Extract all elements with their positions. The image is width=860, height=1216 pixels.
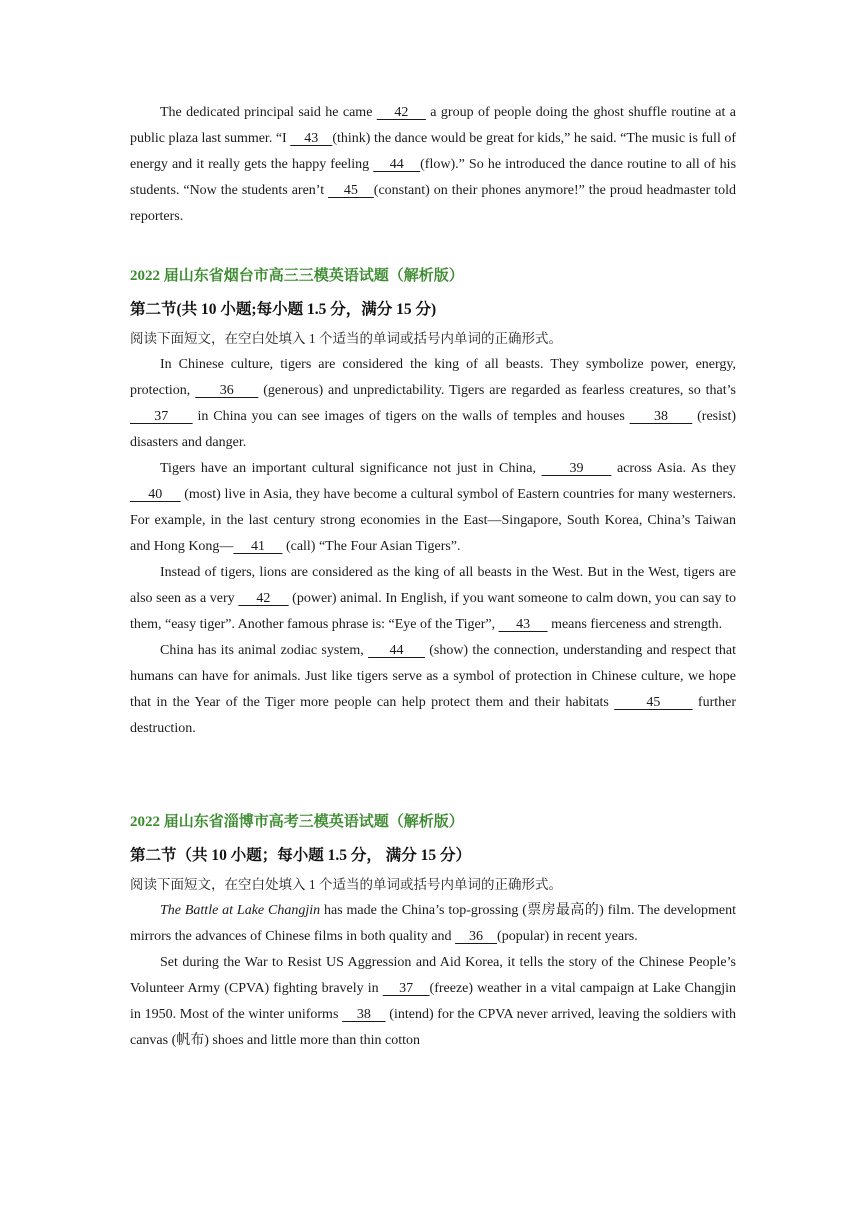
text: China has its animal zodiac system, <box>160 643 369 658</box>
blank-36: 36 <box>195 383 259 398</box>
blank-41: 41 <box>233 539 283 554</box>
film-title: The Battle at Lake Changjin <box>160 903 321 918</box>
text: (most) live in Asia, they have become a cultural symbol of Eastern countries for many westerners. For example, in the last century strong economies in the East—Singapore, South Korea, China’s Taiwan and Hong Kong— <box>130 487 737 554</box>
paragraph-1 <box>130 898 736 950</box>
blank-45: 45 <box>614 695 693 710</box>
text: Set during the War to Resist US Aggression and Aid Korea, it tells the story of the Chinese People’s Volunteer Army (CPVA) fighting bravely in <box>130 955 736 996</box>
blank-44: 44 <box>368 643 425 658</box>
text: means fierceness and strength. <box>547 617 723 632</box>
blank-42: 42 <box>376 105 426 120</box>
text: (intend) for the CPVA never arrived, leaving the soldiers with canvas (帆布) shoes and little more than thin cotton <box>130 1007 736 1048</box>
blank-36: 36 <box>455 929 498 944</box>
text: a group of people doing the ghost shuffle routine at a public plaza last summer. “I <box>130 105 736 146</box>
paragraph-1 <box>130 352 736 456</box>
section-instruction: 阅读下面短文，在空白处填入 1 个适当的单词或括号内单词的正确形式。 <box>130 877 562 892</box>
text: Tigers have an important cultural significance not just in China, <box>160 461 542 476</box>
section-yantai <box>130 264 736 742</box>
text: (think) the dance would be great for kids,” he said. “The music is full of energy and it really gets the happy feeling <box>130 131 737 172</box>
blank-37: 37 <box>382 981 430 996</box>
blank-43: 43 <box>498 617 548 632</box>
blank-38: 38 <box>342 1007 386 1022</box>
section-subtitle: 第二节(共 10 小题;每小题 1.5 分，满分 15 分) <box>130 301 437 318</box>
section-zibo <box>130 810 736 1054</box>
text: (flow).” So he introduced the dance routine to all of his students. “Now the students aren’t <box>130 157 737 198</box>
text: In Chinese culture, tigers are considered the king of all beasts. They symbolize power, energy, protection, <box>130 357 736 398</box>
text: (popular) in recent years. <box>497 929 638 944</box>
text: has made the China’s top-grossing (票房最高的) film. The development mirrors the advances of Chinese films in both quality and <box>130 903 737 944</box>
text: (constant) on their phones anymore!” the proud headmaster told reporters. <box>130 183 736 224</box>
blank-42: 42 <box>238 591 289 606</box>
intro-paragraph <box>130 100 736 230</box>
text: in China you can see images of tigers on the walls of temples and houses <box>192 409 630 424</box>
text: (generous) and unpredictability. Tigers are regarded as fearless creatures, so that’s <box>258 383 737 398</box>
paragraph-2 <box>130 456 736 560</box>
text: further destruction. <box>130 695 737 736</box>
text: The dedicated principal said he came <box>160 105 377 120</box>
blank-45: 45 <box>328 183 374 198</box>
text: (call) “The Four Asian Tigers”. <box>282 539 461 554</box>
paragraph-3 <box>130 560 736 638</box>
blank-40: 40 <box>130 487 181 502</box>
paragraph-4 <box>130 638 736 742</box>
text: (freeze) weather in a vital campaign at Lake Changjin in 1950. Most of the winter uniforms <box>130 981 736 1022</box>
text: across Asia. As they <box>611 461 737 476</box>
blank-39: 39 <box>541 461 612 476</box>
blank-38: 38 <box>629 409 693 424</box>
section-subtitle: 第二节（共 10 小题；每小题 1.5 分， 满分 15 分） <box>130 847 472 864</box>
blank-44: 44 <box>373 157 421 172</box>
section-title: 2022 届山东省淄博市高考三模英语试题（解析版） <box>130 814 464 830</box>
text: (resist) disasters and danger. <box>130 409 737 450</box>
intro-passage <box>130 100 736 230</box>
blank-43: 43 <box>290 131 333 146</box>
section-title: 2022 届山东省烟台市高三三模英语试题（解析版） <box>130 268 464 284</box>
text: (power) animal. In English, if you want someone to calm down, you can say to them, “easy tiger”. Another famous phrase is: “Eye of the Tiger”, <box>130 591 736 632</box>
text: Instead of tigers, lions are considered as the king of all beasts in the West. But in the West, tigers are also seen as a very <box>130 565 736 606</box>
text: (show) the connection, understanding and respect that humans can have for animals. Just like tigers serve as a symbol of protection in Chinese culture, we hope that in the Year of the Tiger more people can help protect them and their habitats <box>130 643 736 710</box>
section-instruction: 阅读下面短文，在空白处填入 1 个适当的单词或括号内单词的正确形式。 <box>130 331 562 346</box>
paragraph-2 <box>130 950 736 1054</box>
blank-37: 37 <box>130 409 193 424</box>
